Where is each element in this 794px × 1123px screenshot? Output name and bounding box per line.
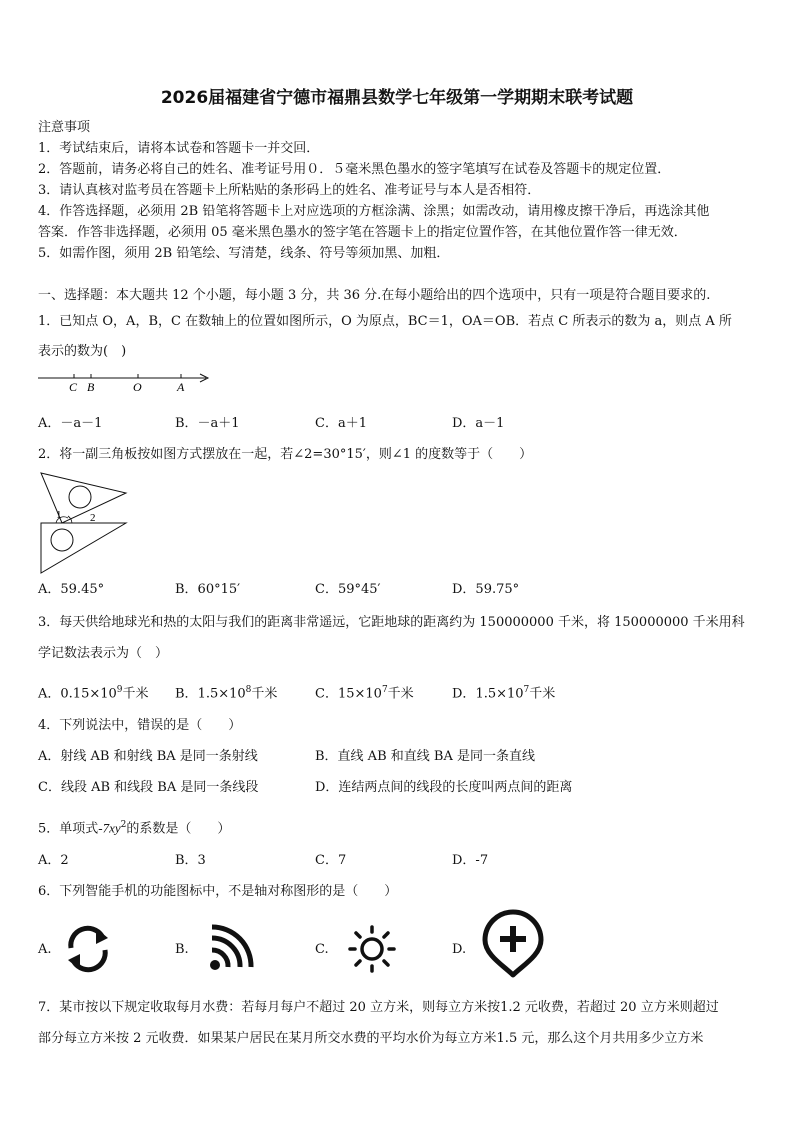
option-base: 1.5×10 bbox=[475, 686, 524, 702]
option-exponent: 7 bbox=[381, 685, 388, 695]
q1-option-a[interactable]: A．－a－1 bbox=[38, 416, 103, 431]
question-1-text: 1．已知点 O，A，B，C 在数轴上的位置如图所示，O 为原点，BC＝1，OA＝OB．若点 C 所表示的数为 a，则点 A 所 bbox=[38, 314, 732, 329]
add-location-icon[interactable] bbox=[480, 910, 546, 978]
question-5-text bbox=[38, 817, 230, 837]
brightness-icon[interactable] bbox=[346, 924, 398, 974]
q3-option-c[interactable] bbox=[315, 682, 414, 702]
signal-feed-icon[interactable] bbox=[206, 924, 254, 972]
q6-option-d-label[interactable]: D. bbox=[452, 942, 467, 957]
angle-label-1: 1 bbox=[56, 509, 62, 521]
axis-label-b: B bbox=[87, 380, 95, 394]
notice-item: 1．考试结束后，请将本试卷和答题卡一并交回． bbox=[38, 141, 320, 156]
question-3-text-cont: 学记数法表示为（ ） bbox=[38, 646, 169, 661]
notice-item: 5．如需作图，须用 2B 铅笔绘、写清楚，线条、符号等须加黑、加粗． bbox=[38, 246, 450, 261]
q2-option-a[interactable]: A．59.45° bbox=[38, 582, 105, 597]
notice-item: 3．请认真核对监考员在答题卡上所粘贴的条形码上的姓名、准考证号与本人是否相符． bbox=[38, 183, 541, 198]
q2-option-c[interactable]: C．59°45′ bbox=[315, 582, 381, 597]
page-title: 2026届福建省宁德市福鼎县数学七年级第一学期期末联考试题 bbox=[160, 88, 634, 108]
q2-option-b[interactable]: B．60°15′ bbox=[175, 582, 241, 597]
q5-monomial: -7xy bbox=[98, 820, 121, 836]
q6-option-a-label[interactable]: A. bbox=[38, 942, 52, 957]
option-unit: 千米 bbox=[387, 686, 414, 702]
option-exponent: 8 bbox=[245, 685, 252, 695]
question-4-text: 4．下列说法中，错误的是（ ） bbox=[38, 718, 242, 733]
q3-option-d[interactable] bbox=[452, 682, 555, 702]
q4-option-b[interactable]: B．直线 AB 和直线 BA 是同一条直线 bbox=[315, 749, 535, 764]
q3-option-a[interactable] bbox=[38, 682, 149, 702]
axis-label-o: O bbox=[133, 380, 142, 394]
q1-option-b[interactable]: B．－a＋1 bbox=[175, 416, 240, 431]
axis-label-a: A bbox=[177, 380, 185, 394]
question-1-text-cont: 表示的数为( ) bbox=[38, 344, 127, 359]
notice-item: 2．答题前，请务必将自己的姓名、准考证号用０．５毫米黑色墨水的签字笔填写在试卷及答题卡的规定位置． bbox=[38, 162, 671, 177]
q6-option-b-label[interactable]: B. bbox=[175, 942, 189, 957]
q5-exponent: 2 bbox=[120, 820, 127, 830]
q5-stem-before: 5．单项式 bbox=[38, 821, 99, 837]
q1-option-c[interactable]: C．a＋1 bbox=[315, 416, 367, 431]
q5-stem-after: 的系数是（ ） bbox=[126, 821, 231, 837]
option-unit: 千米 bbox=[529, 686, 556, 702]
notice-item: 4．作答选择题，必须用 2B 铅笔将答题卡上对应选项的方框涂满、涂黑；如需改动，请用橡皮擦干净后，再选涂其他 bbox=[38, 204, 710, 219]
section-heading: 一、选择题：本大题共 12 个小题，每小题 3 分，共 36 分.在每小题给出的四个选项中，只有一项是符合题目要求的. bbox=[38, 288, 711, 303]
question-6-text: 6．下列智能手机的功能图标中，不是轴对称图形的是（ ） bbox=[38, 884, 398, 899]
option-base: 15×10 bbox=[337, 686, 382, 702]
option-label: A． bbox=[38, 686, 61, 702]
option-label: C． bbox=[315, 686, 338, 702]
option-unit: 千米 bbox=[251, 686, 278, 702]
question-3-text: 3．每天供给地球光和热的太阳与我们的距离非常遥远，它距地球的距离约为 150000000 千米，将 150000000 千米用科 bbox=[38, 615, 745, 630]
q3-option-b[interactable] bbox=[175, 682, 277, 702]
q5-option-b[interactable]: B．3 bbox=[175, 853, 206, 868]
question-7-text: 7．某市按以下规定收取每月水费：若每月每户不超过 20 立方米，则每立方米按1.2 元收费，若超过 20 立方米则超过 bbox=[38, 1000, 719, 1015]
q5-option-a[interactable]: A．2 bbox=[38, 853, 69, 868]
q4-option-d[interactable]: D．连结两点间的线段的长度叫两点间的距离 bbox=[315, 780, 573, 795]
q4-option-a[interactable]: A．射线 AB 和射线 BA 是同一条射线 bbox=[38, 749, 258, 764]
option-label: B． bbox=[175, 686, 198, 702]
question-7-text-cont: 部分每立方米按 2 元收费．如果某户居民在某月所交水费的平均水价为每立方米1.5 元，那么这个月共用多少立方米 bbox=[38, 1031, 704, 1046]
q5-option-d[interactable]: D．-7 bbox=[452, 853, 489, 868]
notice-item: 答案．作答非选择题，必须用 05 毫米黑色墨水的签字笔在答题卡上的指定位置作答，在其他位置作答一律无效． bbox=[38, 225, 687, 240]
q6-option-c-label[interactable]: C. bbox=[315, 942, 329, 957]
q1-option-d[interactable]: D．a－1 bbox=[452, 416, 505, 431]
q2-option-d[interactable]: D．59.75° bbox=[452, 582, 520, 597]
q5-option-c[interactable]: C．7 bbox=[315, 853, 347, 868]
number-line-figure bbox=[38, 370, 213, 396]
option-unit: 千米 bbox=[122, 686, 149, 702]
option-label: D． bbox=[452, 686, 476, 702]
option-exponent: 9 bbox=[116, 685, 123, 695]
axis-label-c: C bbox=[69, 380, 78, 394]
option-exponent: 7 bbox=[523, 685, 530, 695]
notice-heading: 注意事项 bbox=[38, 120, 91, 135]
sync-icon[interactable] bbox=[62, 924, 114, 974]
question-2-text: 2．将一副三角板按如图方式摆放在一起，若∠2=30°15′，则∠1 的度数等于（ ） bbox=[38, 447, 533, 462]
triangle-set-figure bbox=[38, 470, 130, 575]
option-base: 1.5×10 bbox=[197, 686, 246, 702]
angle-label-2: 2 bbox=[90, 512, 96, 524]
option-base: 0.15×10 bbox=[60, 686, 117, 702]
q4-option-c[interactable]: C．线段 AB 和线段 BA 是同一条线段 bbox=[38, 780, 259, 795]
